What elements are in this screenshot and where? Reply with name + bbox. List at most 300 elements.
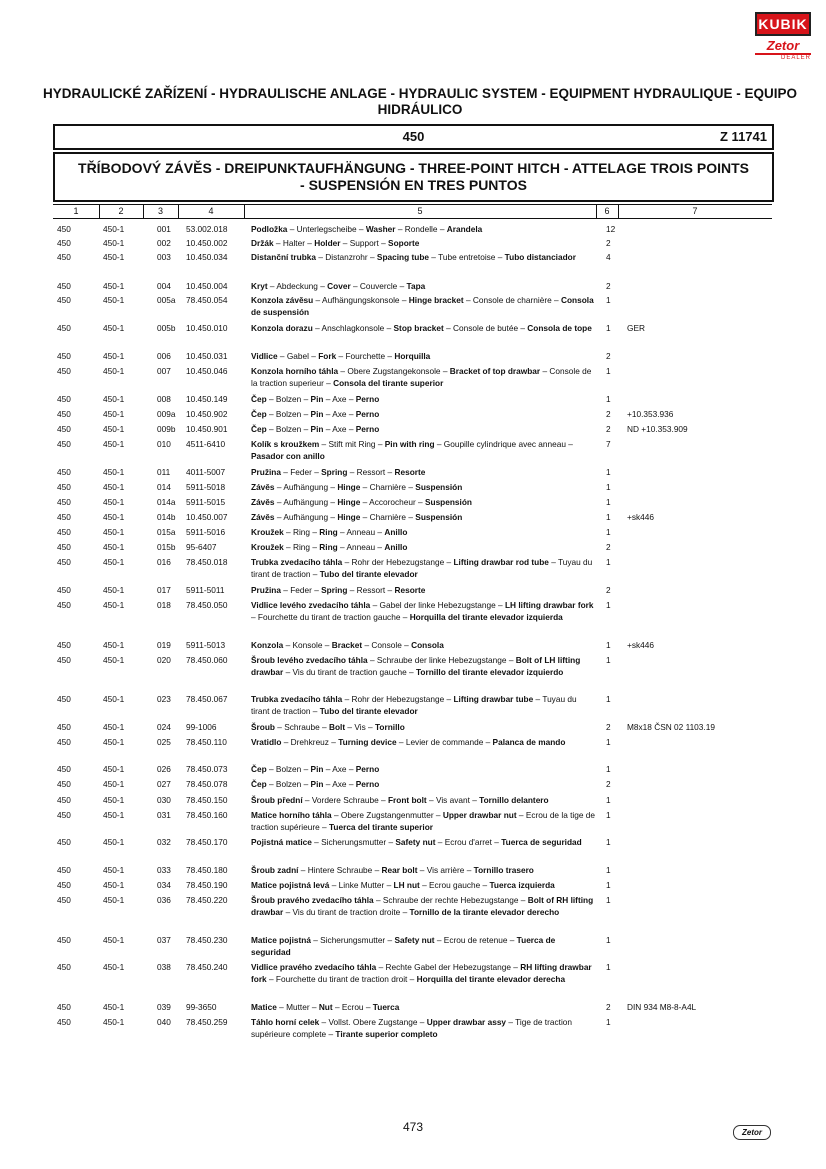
description-es: Anillo xyxy=(384,527,408,537)
description-cell: Šroub zadní – Hintere Schraube – Rear bolt – Vis arrière – Tornillo trasero xyxy=(251,865,534,875)
description-cs: Závěs xyxy=(251,512,275,522)
note-cell: ND +10.353.909 xyxy=(627,424,688,434)
model-cell: 450 xyxy=(57,295,71,305)
description-en: Spring xyxy=(321,467,348,477)
column-header-1: 1 xyxy=(73,206,79,216)
model-cell: 450 xyxy=(57,238,71,248)
group-cell: 450-1 xyxy=(103,585,125,595)
part-number-cell: 10.450.004 xyxy=(186,281,228,291)
quantity-cell: 1 xyxy=(606,323,611,333)
quantity-cell: 7 xyxy=(606,439,611,449)
description-cs: Pružina xyxy=(251,467,281,477)
description-en: Upper drawbar nut xyxy=(442,810,517,820)
description-cs: Konzola dorazu xyxy=(251,323,313,333)
description-es: Perno xyxy=(355,424,380,434)
model-cell: 450 xyxy=(57,224,71,234)
description-cell: Čep – Bolzen – Pin – Axe – Perno xyxy=(251,409,380,419)
description-cs: Kolík s kroužkem xyxy=(251,439,320,449)
description-de: Rohr der Hebezugstange xyxy=(351,557,445,567)
group-cell: 450-1 xyxy=(103,467,125,477)
description-cell: Trubka zvedacího táhla – Rohr der Hebezugstange – Lifting drawbar rod tube – Tuyau du tirant de traction – Tubo del tirante elevador xyxy=(251,557,593,579)
part-number-cell: 53.002.018 xyxy=(186,224,228,234)
description-cs: Vidlice levého zvedacího táhla xyxy=(251,600,371,610)
description-cs: Konzola závěsu xyxy=(251,295,314,305)
description-en: Spacing tube xyxy=(376,252,429,262)
model-cell: 450 xyxy=(57,409,71,419)
description-en: LH nut xyxy=(393,880,420,890)
description-es: Tapa xyxy=(406,281,426,291)
description-cs: Kryt xyxy=(251,281,268,291)
description-cs: Držák xyxy=(251,238,274,248)
model-cell: 450 xyxy=(57,542,71,552)
group-cell: 450-1 xyxy=(103,557,125,567)
description-es: Arandela xyxy=(446,224,483,234)
position-cell: 026 xyxy=(157,764,171,774)
description-es: Consola de tope xyxy=(527,323,592,333)
model-cell: 450 xyxy=(57,585,71,595)
section-title: HYDRAULICKÉ ZAŘÍZENÍ - HYDRAULISCHE ANLAGE - HYDRAULIC SYSTEM - EQUIPMENT HYDRAULIQUE - EQUIPO HIDRÁULICO xyxy=(42,86,798,117)
model-cell: 450 xyxy=(57,323,71,333)
column-header-2: 2 xyxy=(118,206,124,216)
quantity-cell: 1 xyxy=(606,935,611,945)
catalog-code: Z 11741 xyxy=(720,129,767,144)
part-number-cell: 78.450.160 xyxy=(186,810,228,820)
model-cell: 450 xyxy=(57,351,71,361)
description-en: RH lifting drawbar fork xyxy=(251,962,592,984)
description-fr: Ecrou d'arret xyxy=(444,837,492,847)
group-cell: 450-1 xyxy=(103,351,125,361)
description-cell: Vidlice levého zvedacího táhla – Gabel der linke Hebezugstange – LH lifting drawbar fork – Fourchette du tirant de traction gauche – Horquilla del tirante elevador izquierda xyxy=(251,600,594,622)
description-cell: Šroub přední – Vordere Schraube – Front bolt – Vis avant – Tornillo delantero xyxy=(251,795,549,805)
position-cell: 005b xyxy=(157,323,176,333)
part-number-cell: 78.450.180 xyxy=(186,865,228,875)
description-es: Tornillo trasero xyxy=(473,865,534,875)
model-cell: 450 xyxy=(57,865,71,875)
description-es: Tubo distanciador xyxy=(504,252,576,262)
quantity-cell: 1 xyxy=(606,895,611,905)
description-cs: Matice xyxy=(251,1002,277,1012)
part-number-cell: 10.450.031 xyxy=(186,351,228,361)
group-cell: 450-1 xyxy=(103,409,125,419)
description-en: Front bolt xyxy=(387,795,427,805)
description-fr: Tige de traction supérieure complete xyxy=(251,1017,573,1039)
description-es: Tuerca de seguridad xyxy=(501,837,582,847)
description-en: Ring xyxy=(319,542,338,552)
model-cell: 450 xyxy=(57,737,71,747)
description-de: Ring xyxy=(292,527,311,537)
position-cell: 004 xyxy=(157,281,171,291)
description-fr: Ecrou de retenue xyxy=(443,935,508,945)
description-fr: Ressort xyxy=(356,467,386,477)
model-cell: 450 xyxy=(57,497,71,507)
position-cell: 017 xyxy=(157,585,171,595)
model-cell: 450 xyxy=(57,1017,71,1027)
part-number-cell: 10.450.034 xyxy=(186,252,228,262)
description-de: Obere Zugstangekonsole xyxy=(347,366,441,376)
note-cell: M8x18 ČSN 02 1103.19 xyxy=(627,722,715,732)
description-de: Bolzen xyxy=(275,409,302,419)
description-de: Stift mit Ring xyxy=(328,439,376,449)
group-cell: 450-1 xyxy=(103,512,125,522)
part-number-cell: 78.450.050 xyxy=(186,600,228,610)
description-es: Resorte xyxy=(394,467,426,477)
quantity-cell: 2 xyxy=(606,424,611,434)
position-cell: 032 xyxy=(157,837,171,847)
part-number-cell: 99-1006 xyxy=(186,722,217,732)
description-cs: Šroub pravého zvedacího táhla xyxy=(251,895,374,905)
description-de: Konsole xyxy=(292,640,323,650)
part-number-cell: 10.450.046 xyxy=(186,366,228,376)
description-cs: Šroub zadní xyxy=(251,865,299,875)
description-de: Drehkreuz xyxy=(290,737,329,747)
description-de: Feder xyxy=(290,585,312,595)
quantity-cell: 2 xyxy=(606,542,611,552)
description-de: Vordere Schraube xyxy=(311,795,379,805)
description-fr: Console de charnière xyxy=(472,295,552,305)
quantity-cell: 1 xyxy=(606,655,611,665)
description-fr: Levier de commande xyxy=(405,737,484,747)
part-number-cell: 78.450.150 xyxy=(186,795,228,805)
description-de: Gabel der linke Hebezugstange xyxy=(379,600,496,610)
part-number-cell: 78.450.073 xyxy=(186,764,228,774)
description-de: Ring xyxy=(292,542,311,552)
description-de: Vollst. Obere Zugstange xyxy=(328,1017,418,1027)
position-cell: 003 xyxy=(157,252,171,262)
description-en: Bolt of LH lifting drawbar xyxy=(251,655,581,677)
description-cell: Závěs – Aufhängung – Hinge – Accorocheur – Suspensión xyxy=(251,497,472,507)
position-cell: 001 xyxy=(157,224,171,234)
quantity-cell: 4 xyxy=(606,252,611,262)
model-cell: 450 xyxy=(57,837,71,847)
description-en: Ring xyxy=(319,527,338,537)
description-es: Consola xyxy=(411,640,444,650)
model-cell: 450 xyxy=(57,795,71,805)
model-cell: 450 xyxy=(57,895,71,905)
description-de: Rohr der Hebezugstange xyxy=(351,694,445,704)
description-de: Obere Zugstangenmutter xyxy=(340,810,434,820)
description-cell: Čep – Bolzen – Pin – Axe – Perno xyxy=(251,779,380,789)
description-de: Gabel xyxy=(286,351,309,361)
position-cell: 015b xyxy=(157,542,176,552)
description-de: Schraube xyxy=(284,722,320,732)
description-cs: Vidlice xyxy=(251,351,278,361)
description-cell: Závěs – Aufhängung – Hinge – Charnière – Suspensión xyxy=(251,512,463,522)
part-number-cell: 78.450.067 xyxy=(186,694,228,704)
quantity-cell: 1 xyxy=(606,640,611,650)
description-fr: Vis xyxy=(354,722,366,732)
part-number-cell: 10.450.902 xyxy=(186,409,228,419)
description-cs: Závěs xyxy=(251,497,275,507)
column-header-7: 7 xyxy=(692,206,698,216)
model-cell: 450 xyxy=(57,424,71,434)
description-es: Horquilla del tirante elevador izquierda xyxy=(409,611,563,622)
description-fr: Console xyxy=(371,640,402,650)
quantity-cell: 1 xyxy=(606,512,611,522)
part-number-cell: 78.450.259 xyxy=(186,1017,228,1027)
quantity-cell: 1 xyxy=(606,394,611,404)
description-de: Unterlegscheibe xyxy=(296,224,357,234)
description-en: Pin xyxy=(310,779,324,789)
description-en: Turning device xyxy=(338,737,397,747)
part-number-cell: 78.450.018 xyxy=(186,557,228,567)
group-cell: 450-1 xyxy=(103,323,125,333)
quantity-cell: 2 xyxy=(606,585,611,595)
model-cell: 450 xyxy=(57,482,71,492)
description-es: Perno xyxy=(355,764,380,774)
quantity-cell: 2 xyxy=(606,722,611,732)
description-cs: Distanční trubka xyxy=(251,252,317,262)
description-cell: Konzola horního táhla – Obere Zugstangekonsole – Bracket of top drawbar – Console de la traction superieur – Consola del tirante superior xyxy=(251,366,592,388)
description-cs: Matice pojistná levá xyxy=(251,880,330,890)
part-number-cell: 78.450.170 xyxy=(186,837,228,847)
description-de: Hintere Schraube xyxy=(307,865,373,875)
description-cs: Kroužek xyxy=(251,542,284,552)
description-es: Perno xyxy=(355,779,380,789)
position-cell: 036 xyxy=(157,895,171,905)
description-fr: Axe xyxy=(332,764,347,774)
quantity-cell: 1 xyxy=(606,497,611,507)
group-cell: 450-1 xyxy=(103,640,125,650)
part-number-cell: 99-3650 xyxy=(186,1002,217,1012)
part-number-cell: 10.450.007 xyxy=(186,512,228,522)
quantity-cell: 1 xyxy=(606,527,611,537)
part-number-cell: 4511-6410 xyxy=(186,439,226,449)
description-es: Soporte xyxy=(388,238,420,248)
quantity-cell: 1 xyxy=(606,795,611,805)
quantity-cell: 1 xyxy=(606,366,611,376)
description-fr: Goupille cylindrique avec anneau xyxy=(443,439,566,449)
description-cell: Kroužek – Ring – Ring – Anneau – Anillo xyxy=(251,527,408,537)
description-en: Bolt of RH lifting drawbar xyxy=(251,895,594,917)
part-number-cell: 95-6407 xyxy=(186,542,217,552)
group-cell: 450-1 xyxy=(103,779,125,789)
part-number-cell: 4011-5007 xyxy=(186,467,226,477)
model-cell: 450 xyxy=(57,600,71,610)
description-es: Anillo xyxy=(384,542,408,552)
group-cell: 450-1 xyxy=(103,527,125,537)
position-cell: 007 xyxy=(157,366,171,376)
description-de: Abdeckung xyxy=(276,281,318,291)
model-cell: 450 xyxy=(57,527,71,537)
description-fr: Vis du tirant de traction gauche xyxy=(292,666,407,677)
position-cell: 025 xyxy=(157,737,171,747)
kubik-zetor-logo xyxy=(755,12,811,62)
group-cell: 450-1 xyxy=(103,1017,125,1027)
part-number-cell: 78.450.110 xyxy=(186,737,227,747)
position-cell: 031 xyxy=(157,810,171,820)
description-es: Horquilla del tirante elevador derecha xyxy=(416,973,566,984)
model-box xyxy=(53,124,774,150)
group-cell: 450-1 xyxy=(103,1002,125,1012)
description-fr: Couvercle xyxy=(359,281,398,291)
description-en: Rear bolt xyxy=(381,865,418,875)
description-cs: Pojistná matice xyxy=(251,837,312,847)
model-cell: 450 xyxy=(57,640,71,650)
model-cell: 450 xyxy=(57,281,71,291)
description-fr: Console de butée xyxy=(453,323,519,333)
description-de: Anschlagkonsole xyxy=(321,323,385,333)
position-cell: 018 xyxy=(157,600,171,610)
model-cell: 450 xyxy=(57,1002,71,1012)
quantity-cell: 1 xyxy=(606,557,611,567)
zetor-footer-logo: Zetor xyxy=(733,1125,771,1140)
description-de: Linke Mutter xyxy=(338,880,385,890)
group-cell: 450-1 xyxy=(103,865,125,875)
position-cell: 037 xyxy=(157,935,171,945)
column-header-3: 3 xyxy=(157,206,163,216)
description-cell: Konzola – Konsole – Bracket – Console – Consola xyxy=(251,640,444,650)
group-cell: 450-1 xyxy=(103,722,125,732)
group-cell: 450-1 xyxy=(103,764,125,774)
description-cs: Čep xyxy=(251,764,267,774)
kubik-wordmark: KUBIK xyxy=(755,12,811,36)
part-number-cell: 78.450.190 xyxy=(186,880,228,890)
description-cs: Čep xyxy=(251,424,267,434)
note-cell: DIN 934 M8-8-A4L xyxy=(627,1002,697,1012)
part-number-cell: 78.450.078 xyxy=(186,779,228,789)
description-de: Aufhängung xyxy=(283,512,329,522)
quantity-cell: 12 xyxy=(606,224,616,234)
part-number-cell: 78.450.220 xyxy=(186,895,228,905)
group-cell: 450-1 xyxy=(103,281,125,291)
position-cell: 014 xyxy=(157,482,171,492)
quantity-cell: 2 xyxy=(606,779,611,789)
part-number-cell: 5911-5018 xyxy=(186,482,226,492)
description-cell: Matice – Mutter – Nut – Ecrou – Tuerca xyxy=(251,1002,400,1012)
description-fr: Anneau xyxy=(346,542,376,552)
description-de: Sicherungsmutter xyxy=(321,837,387,847)
description-en: Washer xyxy=(365,224,396,234)
description-fr: Ecrou de la tige de traction supérieure xyxy=(251,810,596,832)
description-de: Bolzen xyxy=(275,779,302,789)
description-en: Pin xyxy=(310,764,324,774)
description-fr: Anneau xyxy=(346,527,376,537)
description-en: Holder xyxy=(314,238,341,248)
description-fr: Vis du tirant de traction droite xyxy=(292,906,401,917)
position-cell: 020 xyxy=(157,655,171,665)
note-cell: +10.353.936 xyxy=(627,409,674,419)
description-en: Hinge xyxy=(337,482,361,492)
subgroup-title: TŘÍBODOVÝ ZÁVĚS - DREIPUNKTAUFHÄNGUNG - THREE-POINT HITCH - ATTELAGE TROIS POINTS - SUSPENSIÓN EN TRES PUNTOS xyxy=(78,160,749,193)
quantity-cell: 1 xyxy=(606,764,611,774)
description-en: Hinge bracket xyxy=(408,295,464,305)
group-cell: 450-1 xyxy=(103,795,125,805)
description-cs: Matice pojistná xyxy=(251,935,311,945)
description-cell: Šroub pravého zvedacího táhla – Schraube der rechte Hebezugstange – Bolt of RH lifting drawbar – Vis du tirant de traction droite – Tornillo de la tirante elevador derecho xyxy=(251,895,594,917)
subgroup-box xyxy=(53,152,774,202)
description-fr: Axe xyxy=(332,409,347,419)
column-header-6: 6 xyxy=(604,206,610,216)
position-cell: 010 xyxy=(157,439,171,449)
position-cell: 019 xyxy=(157,640,171,650)
description-cell: Podložka – Unterlegscheibe – Washer – Rondelle – Arandela xyxy=(251,224,483,234)
description-fr: Support xyxy=(349,238,379,248)
part-number-cell: 10.450.901 xyxy=(186,424,228,434)
model-cell: 450 xyxy=(57,779,71,789)
part-number-cell: 78.450.054 xyxy=(186,295,228,305)
description-fr: Vis arrière xyxy=(426,865,465,875)
quantity-cell: 1 xyxy=(606,810,611,820)
description-cs: Podložka xyxy=(251,224,288,234)
description-cs: Táhlo horní celek xyxy=(251,1017,320,1027)
description-cs: Matice horního táhla xyxy=(251,810,332,820)
description-cell: Konzola dorazu – Anschlagkonsole – Stop bracket – Console de butée – Consola de tope xyxy=(251,323,592,333)
description-en: Bracket xyxy=(331,640,363,650)
description-fr: Charnière xyxy=(369,512,407,522)
description-es: Tornillo de la tirante elevador derecho xyxy=(409,906,560,917)
group-cell: 450-1 xyxy=(103,837,125,847)
group-cell: 450-1 xyxy=(103,394,125,404)
description-es: Tornillo delantero xyxy=(479,795,549,805)
description-de: Halter xyxy=(282,238,305,248)
description-cell: Matice pojistná – Sicherungsmutter – Safety nut – Ecrou de retenue – Tuerca de seguridad xyxy=(251,935,556,957)
zetor-wordmark: Zetor xyxy=(755,38,811,55)
note-cell: +sk446 xyxy=(627,512,654,522)
description-en: Upper drawbar assy xyxy=(426,1017,507,1027)
quantity-cell: 2 xyxy=(606,409,611,419)
description-cell: Pojistná matice – Sicherungsmutter – Safety nut – Ecrou d'arret – Tuerca de seguridad xyxy=(251,837,582,847)
group-cell: 450-1 xyxy=(103,424,125,434)
description-en: Pin with ring xyxy=(384,439,435,449)
description-es: Palanca de mando xyxy=(492,737,566,747)
description-de: Schraube der rechte Hebezugstange xyxy=(382,895,519,905)
description-cell: Držák – Halter – Holder – Support – Soporte xyxy=(251,238,420,248)
description-cell: Pružina – Feder – Spring – Ressort – Resorte xyxy=(251,585,426,595)
description-es: Consola de suspensión xyxy=(251,295,594,317)
description-de: Aufhängung xyxy=(283,482,329,492)
description-es: Consola del tirante superior xyxy=(333,377,444,388)
model-cell: 450 xyxy=(57,962,71,972)
quantity-cell: 1 xyxy=(606,737,611,747)
part-number-cell: 78.450.060 xyxy=(186,655,228,665)
quantity-cell: 2 xyxy=(606,1002,611,1012)
position-cell: 016 xyxy=(157,557,171,567)
quantity-cell: 1 xyxy=(606,482,611,492)
description-cell: Pružina – Feder – Spring – Ressort – Resorte xyxy=(251,467,426,477)
position-cell: 005a xyxy=(157,295,176,305)
description-cell: Čep – Bolzen – Pin – Axe – Perno xyxy=(251,764,380,774)
part-number-cell: 5911-5016 xyxy=(186,527,226,537)
description-cell: Táhlo horní celek – Vollst. Obere Zugstange – Upper drawbar assy – Tige de traction supérieure complete – Tirante superior completo xyxy=(251,1017,573,1039)
description-en: Lifting drawbar rod tube xyxy=(453,557,549,567)
description-cell: Čep – Bolzen – Pin – Axe – Perno xyxy=(251,394,380,404)
description-es: Perno xyxy=(355,409,380,419)
description-fr: Axe xyxy=(332,424,347,434)
position-cell: 039 xyxy=(157,1002,171,1012)
description-de: Bolzen xyxy=(275,394,302,404)
description-cell: Matice horního táhla – Obere Zugstangenmutter – Upper drawbar nut – Ecrou de la tige de traction supérieure – Tuerca del tirante superior xyxy=(251,810,596,832)
group-cell: 450-1 xyxy=(103,482,125,492)
description-es: Tuerca izquierda xyxy=(489,880,555,890)
part-number-cell: 10.450.149 xyxy=(186,394,228,404)
position-cell: 014b xyxy=(157,512,176,522)
description-fr: Charnière xyxy=(369,482,407,492)
description-de: Feder xyxy=(290,467,312,477)
model-cell: 450 xyxy=(57,439,71,449)
description-en: Safety nut xyxy=(394,935,435,945)
description-fr: Ecrou gauche xyxy=(429,880,481,890)
part-number-cell: 5911-5011 xyxy=(186,585,225,595)
model-cell: 450 xyxy=(57,722,71,732)
description-cell: Vidlice pravého zvedacího táhla – Rechte Gabel der Hebezugstange – RH lifting drawbar fork – Fourchette du tirant de traction droit – Horquilla del tirante elevador derecha xyxy=(251,962,592,984)
description-cell: Kryt – Abdeckung – Cover – Couvercle – Tapa xyxy=(251,281,426,291)
description-cell: Kolík s kroužkem – Stift mit Ring – Pin with ring – Goupille cylindrique avec anneau – Pasador con anillo xyxy=(251,439,573,461)
model-cell: 450 xyxy=(57,764,71,774)
description-fr: Tuyau du tirant de traction xyxy=(251,694,577,716)
description-en: Fork xyxy=(318,351,337,361)
description-en: Safety nut xyxy=(395,837,436,847)
model-cell: 450 xyxy=(57,366,71,376)
